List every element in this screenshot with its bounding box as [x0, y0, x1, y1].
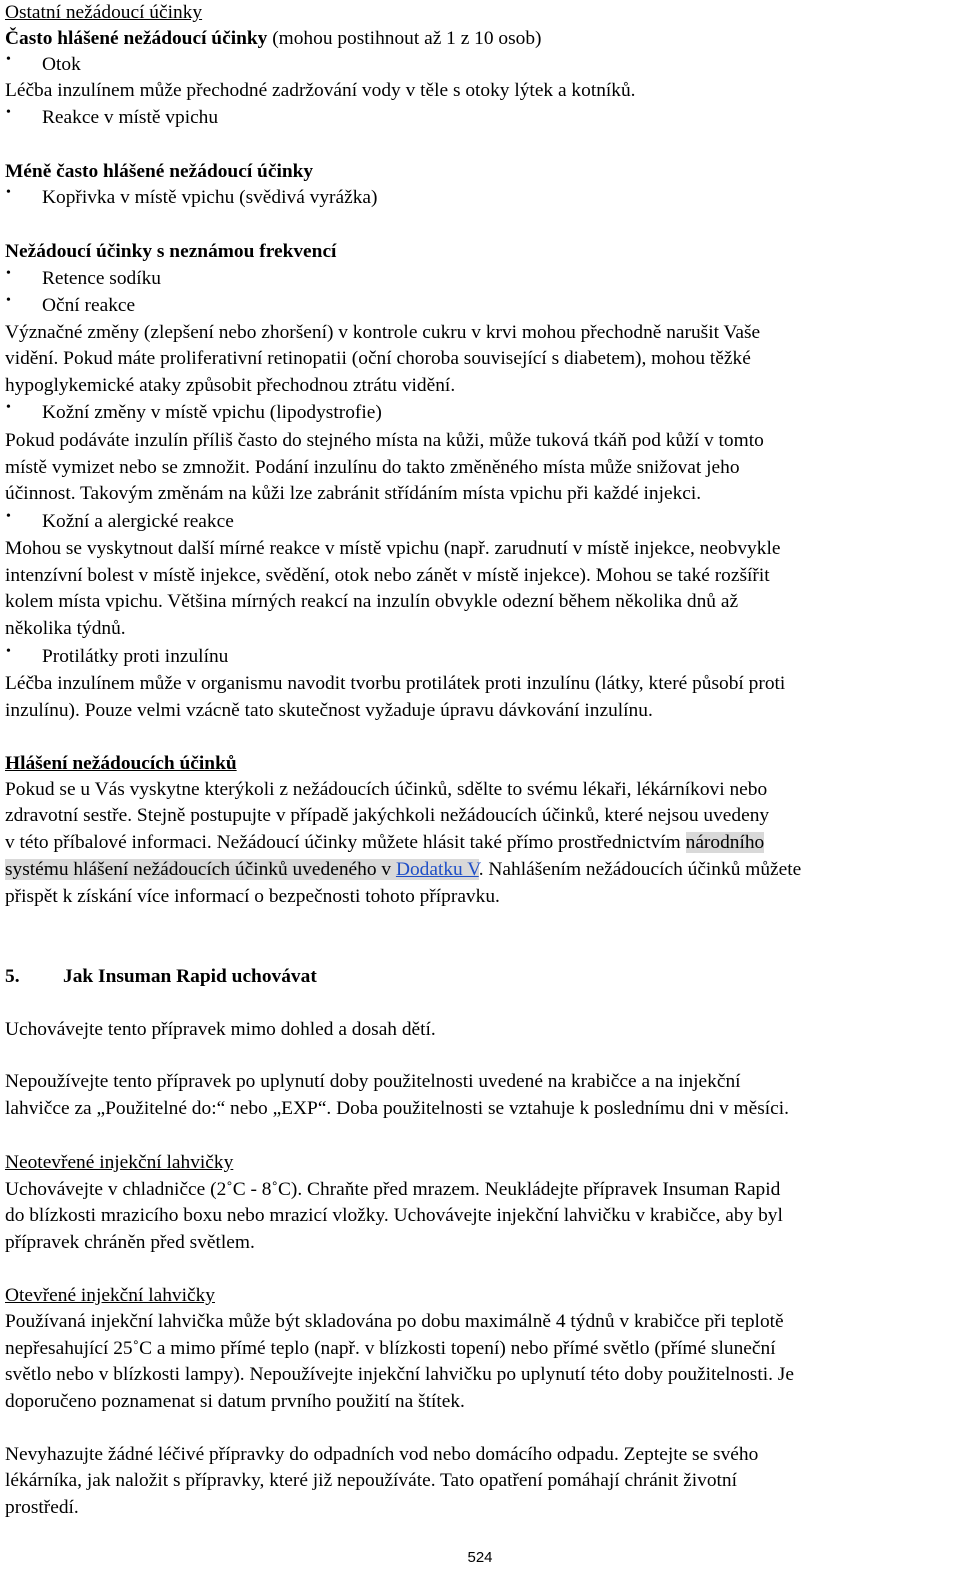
page-number: 524	[467, 1549, 493, 1566]
list-item-urticaria: Kopřivka v místě vpichu (svědivá vyrážka)	[42, 187, 378, 208]
list-item-sodium: Retence sodíku	[42, 268, 162, 289]
uncommon-effects-heading: Méně často hlášené nežádoucí účinky	[5, 161, 314, 182]
reporting-text-line	[5, 857, 801, 883]
reporting-heading: Hlášení nežádoucích účinků	[5, 753, 237, 774]
section-number: 5.	[5, 966, 20, 987]
bullet-icon	[5, 105, 35, 131]
antibodies-text-line: inzulínu). Pouze velmi vzácně tato skutečnost vyžaduje úpravu dávkování inzulínu.	[5, 700, 653, 721]
reporting-line4-text: . Nahlášením nežádoucích účinků můžete	[478, 859, 802, 880]
eye-text-line: vidění. Pokud máte proliferativní retinopatii (oční choroba související s diabetem), mohou těžké	[5, 348, 751, 369]
reporting-text-line: zdravotní sestře. Stejně postupujte v případě jakýchkoli nežádoucích účinků, které nejsou uvedeny	[5, 805, 770, 826]
antibodies-text-line: Léčba inzulínem může v organismu navodit tvorbu protilátek proti inzulínu (látky, které působí proti	[5, 673, 786, 694]
list-item-edema: Otok	[42, 54, 81, 75]
disposal-text-line: Nevyhazujte žádné léčivé přípravky do odpadních vod nebo domácího odpadu. Zeptejte se svého	[5, 1444, 759, 1465]
opened-heading: Otevřené injekční lahvičky	[5, 1285, 215, 1306]
bullet-icon	[5, 644, 35, 670]
skin-allergic-text-line: Mohou se vyskytnout další mírné reakce v místě vpichu (např. zarudnutí v místě injekce, neobvykle	[5, 538, 781, 559]
opened-text-line: doporučeno poznamenat si datum prvního použití na štítek.	[5, 1391, 465, 1412]
eye-text-line: hypoglykemické ataky způsobit přechodnou ztrátu vidění.	[5, 375, 456, 396]
opened-text-line: nepřesahující 25˚C a mimo přímé teplo (např. v blízkosti topení) nebo přímé světlo (přímé sluneční	[5, 1338, 776, 1359]
bullet-icon	[5, 293, 35, 319]
common-effects-heading-bold: Často hlášené nežádoucí účinky	[5, 28, 268, 49]
list-item-antibodies: Protilátky proti inzulínu	[42, 646, 229, 667]
bullet-icon	[5, 52, 35, 78]
skin-allergic-text-line: kolem místa vpichu. Většina mírných reakcí na inzulín obvykle odezní během několika dnů až	[5, 591, 739, 612]
unopened-text-line: Uchovávejte v chladničce (2˚C - 8˚C). Chraňte před mrazem. Neukládejte přípravek Insuman Rapid	[5, 1179, 781, 1200]
unopened-text-line: přípravek chráněn před světlem.	[5, 1232, 255, 1253]
skin-changes-text-line: místě vymizet nebo se zmnožit. Podání inzulínu do takto změněného místa může snižovat jeho	[5, 457, 740, 478]
highlighted-text: systému hlášení nežádoucích účinků uvedeného v	[5, 859, 396, 880]
bullet-icon	[5, 400, 35, 426]
bullet-icon	[5, 509, 35, 535]
opened-text-line: Používaná injekční lahvička může být skladována po dobu maximálně 4 týdnů v krabičce při teplotě	[5, 1311, 784, 1332]
unopened-text-line: do blízkosti mrazicího boxu nebo mrazicí vložky. Uchovávejte injekční lahvičku v krabičce, aby byl	[5, 1205, 783, 1226]
edema-text: Léčba inzulínem může přechodné zadržování vody v těle s otoky lýtek a kotníků.	[5, 80, 636, 101]
reporting-text-line: přispět k získání více informací o bezpečnosti tohoto přípravku.	[5, 886, 500, 907]
disposal-text-line: lékárníka, jak naložit s přípravky, které již nepoužíváte. Tato opatření pomáhají chránit životní	[5, 1470, 737, 1491]
skin-allergic-text-line: několika týdnů.	[5, 618, 126, 639]
common-effects-heading-rest: (mohou postihnout až 1 z 10 osob)	[267, 28, 542, 49]
opened-text-line: světlo nebo v blízkosti lampy). Nepoužívejte injekční lahvičku po uplynutí této doby použitelnosti. Je	[5, 1364, 794, 1385]
expiry-text-line: Nepoužívejte tento přípravek po uplynutí doby použitelnosti uvedené na krabičce a na injekční	[5, 1071, 741, 1092]
eye-text-line: Význačné změny (zlepšení nebo zhoršení) v kontrole cukru v krvi mohou přechodně narušit Vaše	[5, 322, 761, 343]
unknown-frequency-heading: Nežádoucí účinky s neznámou frekvencí	[5, 241, 337, 262]
storage-section-title: Jak Insuman Rapid uchovávat	[63, 966, 317, 987]
appendix-v-link[interactable]: Dodatku V	[395, 859, 479, 880]
skin-allergic-text-line: intenzívní bolest v místě injekce, svědění, otok nebo zánět v místě injekce). Mohou se také rozšířit	[5, 565, 770, 586]
other-effects-heading: Ostatní nežádoucí účinky	[5, 2, 203, 23]
common-effects-heading	[5, 26, 541, 52]
storage-text: Uchovávejte tento přípravek mimo dohled a dosah dětí.	[5, 1019, 436, 1040]
bullet-icon	[5, 185, 35, 211]
list-item-injection-reaction: Reakce v místě vpichu	[42, 107, 219, 128]
list-item-skin-allergic: Kožní a alergické reakce	[42, 511, 234, 532]
reporting-text-line: Pokud se u Vás vyskytne kterýkoli z nežádoucích účinků, sdělte to svému lékaři, lékárníkovi nebo	[5, 779, 768, 800]
disposal-text-line: prostředí.	[5, 1497, 79, 1518]
reporting-line3-text: v této příbalové informaci. Nežádoucí účinky můžete hlásit také přímo prostřednictvím	[5, 832, 686, 853]
skin-changes-text-line: účinnost. Takovým změnám na kůži lze zabránit střídáním místa vpichu při každé injekci.	[5, 483, 702, 504]
bullet-icon	[5, 266, 35, 292]
list-item-eye: Oční reakce	[42, 295, 136, 316]
highlighted-text: národního	[685, 832, 765, 853]
expiry-text-line: lahvičce za „Použitelné do:“ nebo „EXP“. Doba použitelnosti se vztahuje k poslednímu dni v měsíci.	[5, 1098, 790, 1119]
skin-changes-text-line: Pokud podáváte inzulín příliš často do stejného místa na kůži, může tuková tkáň pod kůží v tomto	[5, 430, 764, 451]
reporting-text-line	[5, 830, 764, 856]
unopened-heading: Neotevřené injekční lahvičky	[5, 1152, 234, 1173]
list-item-skin-changes: Kožní změny v místě vpichu (lipodystrofie)	[42, 402, 382, 423]
